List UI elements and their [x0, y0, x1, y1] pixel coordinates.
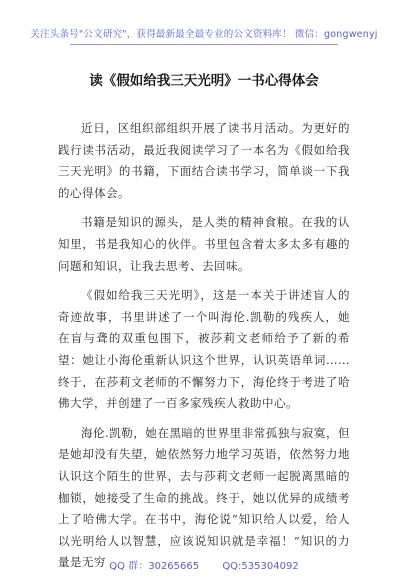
paragraph: 近日，区组织部组织开展了读书月活动。为更好的践行读书活动，最近我阅读学习了一本名为《假如给我三天光明》的书籍，下面结合读书学习，简单谈一下我的心得体会。: [58, 121, 350, 200]
footer-qq: QQ:535304092: [222, 561, 299, 572]
footer-contact: [0, 557, 408, 572]
header-notice: 关注头条号"公文研究"，获得最新最全最专业的公文资料库！ 微信：gongwenyj: [30, 29, 378, 40]
paragraph: 书籍是知识的源头，是人类的精神食粮。在我的认知里，书是我知心的伙伴。书里包含着太多太多有趣的问题和知识，让我去思考、去回味。: [58, 215, 350, 273]
paragraph: 《假如给我三天光明》，这是一本关于讲述盲人的奇迹故事，书里讲述了一个叫海伦.凯勒的残疾人，她在盲与聋的双重包围下，被莎莉文老师给予了新的希望：她让小海伦重新认识这个世界，认识英语单词……终于，在莎莉文老师的不懈努力下，海伦终于考进了哈佛大学，并创建了一百多家残疾人救助中心。: [58, 288, 350, 411]
header-divider: [70, 44, 338, 45]
document-title: 读《假如给我三天光明》一书心得体会: [89, 73, 319, 89]
paragraph: 海伦.凯勒，她在黑暗的世界里非常孤独与寂寞，但是她却没有失望，她依然努力地学习英语，依然努力地认识这个陌生的世界，去与莎莉文老师一起脱离黑暗的枷锁，她接受了生命的挑战。终于，她以优异的成绩考上了哈佛大学。在书中，海伦说“知识给人以爱，给人以光明给人以智慧，应该说知识就是幸福！”知识的力量是无穷: [58, 425, 350, 570]
footer-qq-group: QQ 群：30265665: [109, 561, 200, 572]
document-body: [58, 118, 350, 574]
